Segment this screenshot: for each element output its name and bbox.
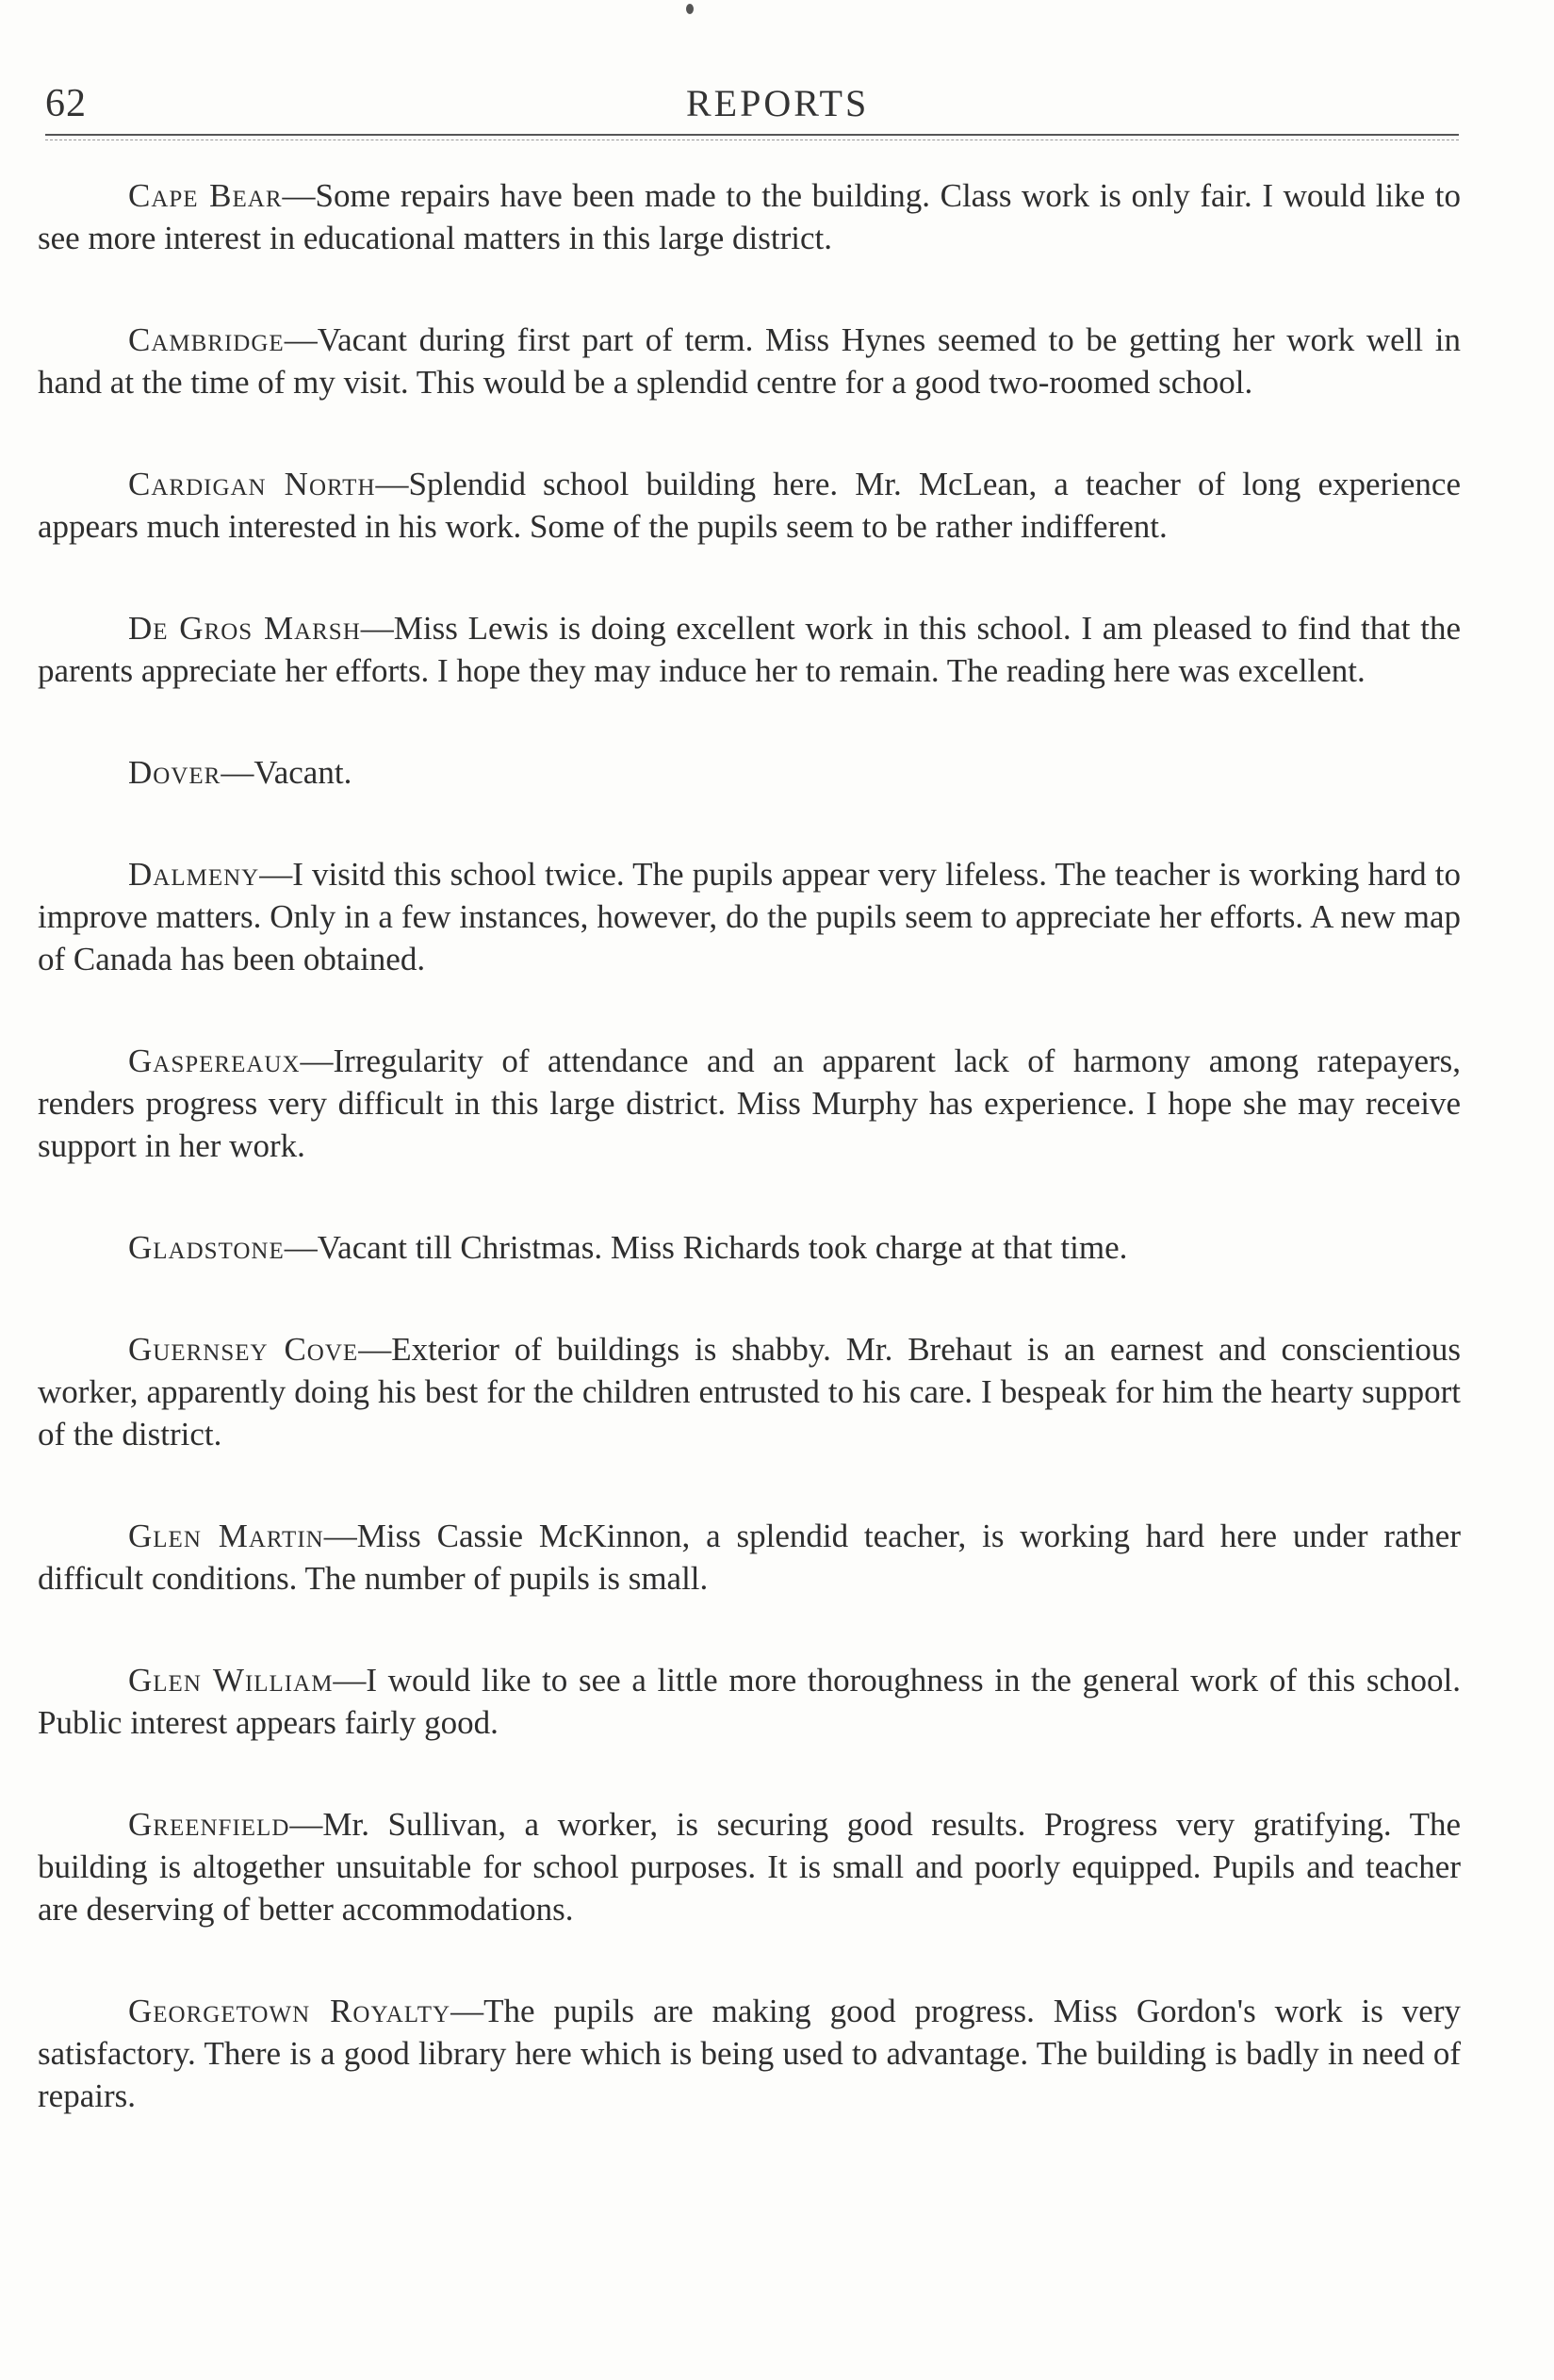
running-title: REPORTS [686,82,870,124]
school-name: Dover [128,754,221,791]
report-entry-cape-bear [38,174,1461,259]
entry-text: —I visitd this school twice. The pupils appear very lifeless. The teacher is working hard to improve matters. Only in a few instances, however, do the pupils seem to appreciate her efforts. A new map of Canada has been obtained. [38,856,1461,977]
school-name: Gaspereaux [128,1042,301,1079]
school-name: Gladstone [128,1229,285,1266]
entry-text: —Vacant till Christmas. Miss Richards took charge at that time. [284,1229,1128,1266]
entry-text: —Exterior of buildings is shabby. Mr. Brehaut is an earnest and conscientious worker, apparently doing his best for the children entrusted to his care. I bespeak for him the hearty support of the district. [38,1331,1461,1453]
school-name: Cape Bear [128,177,283,214]
report-entry-gaspereaux [38,1040,1461,1167]
entry-text: —Vacant during first part of term. Miss Hynes seemed to be getting her work well in hand at the time of my visit. This would be a splendid centre for a good two-roomed school. [38,321,1461,401]
school-name: Glen William [128,1662,334,1699]
ink-speck [686,4,694,14]
school-name: Cambridge [128,321,285,358]
entry-text: —Mr. Sullivan, a worker, is securing good results. Progress very gratifying. The building is altogether unsuitable for school purposes. It is small and poorly equipped. Pupils and teacher are deserving of better accommodations. [38,1806,1461,1928]
school-name: Guernsey Cove [128,1331,359,1368]
report-entry-cardigan-north [38,463,1461,548]
entry-text: —Miss Lewis is doing excellent work in this school. I am pleased to find that the parents appreciate her efforts. I hope they may induce her to remain. The reading here was excellent. [38,610,1462,689]
report-entry-glen-william [38,1659,1461,1744]
school-name: Greenfield [128,1806,290,1843]
report-entry-cambridge [38,319,1461,403]
school-name: Glen Martin [128,1518,324,1554]
entry-text: —Miss Cassie McKinnon, a splendid teacher, is working hard here under rather difficult conditions. The number of pupils is small. [38,1518,1461,1597]
page-number: 62 [45,82,87,125]
entry-text: —Vacant. [221,754,352,791]
report-entry-dover [38,751,1461,794]
entry-text: —I would like to see a little more thoroughness in the general work of this school. Public interest appears fairly good. [38,1662,1462,1741]
entry-text: —Irregularity of attendance and an apparent lack of harmony among ratepayers, renders progress very difficult in this large district. Miss Murphy has experience. I hope she may receive support in her work. [38,1042,1461,1164]
page-header [45,81,1459,138]
school-name: Cardigan North [128,466,376,502]
school-name: Georgetown Royalty [128,1993,451,2029]
report-body [38,174,1461,2117]
entry-text: —Some repairs have been made to the building. Class work is only fair. I would like to see more interest in educational matters in this large district. [38,177,1462,256]
report-entry-gladstone [38,1226,1461,1269]
school-name: Dalmeny [128,856,260,893]
report-entry-de-gros-marsh [38,607,1461,692]
school-name: De Gros Marsh [128,610,361,647]
entry-text: —The pupils are making good progress. Miss Gordon's work is very satisfactory. There is a good library here which is being used to advantage. The building is badly in need of repairs. [38,1993,1461,2114]
report-entry-georgetown-royalty [38,1990,1461,2117]
report-entry-guernsey-cove [38,1328,1461,1455]
report-entry-greenfield [38,1803,1461,1930]
entry-text: —Splendid school building here. Mr. McLean, a teacher of long experience appears much interested in his work. Some of the pupils seem to be rather indifferent. [38,466,1461,545]
header-rule [45,134,1459,136]
report-entry-glen-martin [38,1515,1461,1600]
report-entry-dalmeny [38,853,1461,980]
